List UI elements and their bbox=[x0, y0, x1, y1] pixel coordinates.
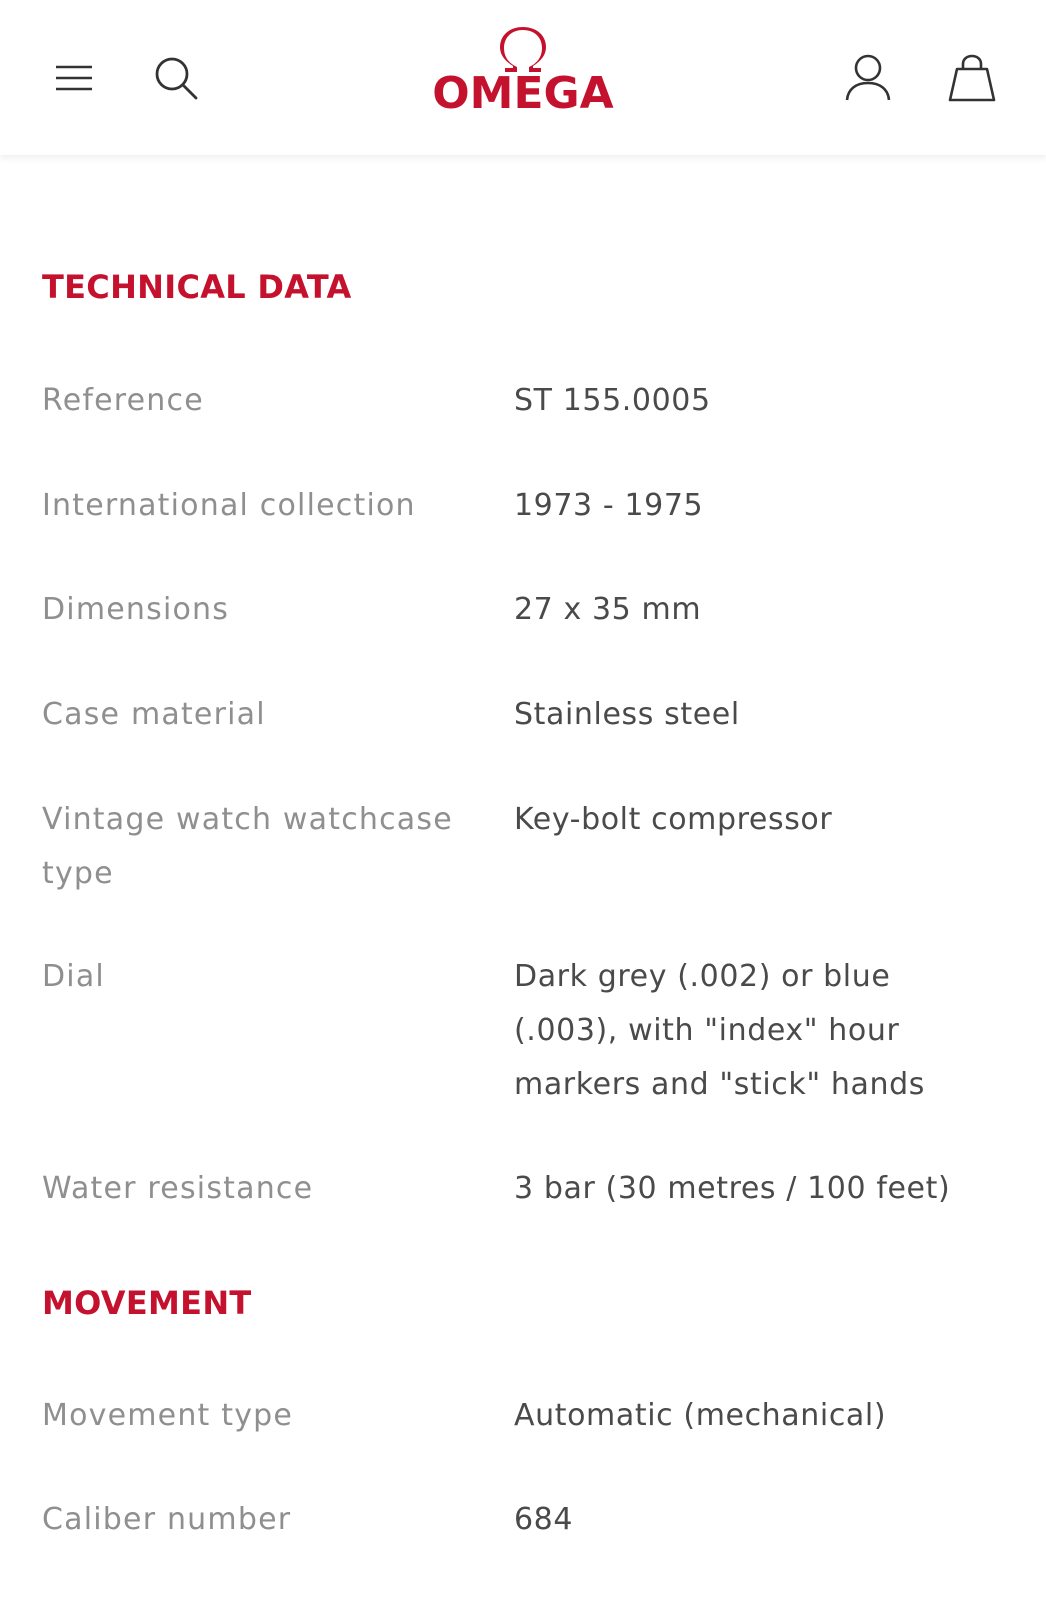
spec-label: Water resistance bbox=[42, 1171, 314, 1206]
omega-logo[interactable] bbox=[423, 26, 623, 130]
spec-value: 1973 - 1975 bbox=[514, 488, 704, 523]
spec-value: ST 155.0005 bbox=[514, 383, 711, 418]
spec-label: Case material bbox=[42, 697, 266, 732]
hamburger-menu-icon bbox=[54, 62, 94, 94]
spec-value: Dark grey (.002) or blue (.003), with "index" hour markers and "stick" hands bbox=[514, 959, 925, 1102]
cart-button[interactable] bbox=[944, 50, 1000, 106]
spec-label: Vintage watch watchcase type bbox=[42, 802, 453, 891]
user-icon bbox=[844, 53, 892, 103]
spec-label: Dial bbox=[42, 959, 105, 994]
spec-label: Movement type bbox=[42, 1398, 294, 1433]
search-button[interactable] bbox=[150, 52, 202, 104]
shopping-bag-icon bbox=[947, 53, 997, 103]
spec-value: Automatic (mechanical) bbox=[514, 1398, 887, 1433]
omega-symbol-icon bbox=[495, 26, 551, 74]
spec-value: Key-bolt compressor bbox=[514, 802, 833, 837]
spec-value: 3 bar (30 metres / 100 feet) bbox=[514, 1171, 951, 1206]
spec-label: International collection bbox=[42, 488, 416, 523]
spec-label: Reference bbox=[42, 383, 204, 418]
site-header bbox=[0, 0, 1046, 155]
spec-value: 27 x 35 mm bbox=[514, 592, 702, 627]
spec-label: Dimensions bbox=[42, 592, 230, 627]
search-icon bbox=[152, 54, 200, 102]
spec-label: Caliber number bbox=[42, 1502, 292, 1537]
technical-data-title: TECHNICAL DATA bbox=[42, 268, 352, 306]
movement-title: MOVEMENT bbox=[42, 1284, 252, 1322]
account-button[interactable] bbox=[840, 50, 896, 106]
spec-value: Stainless steel bbox=[514, 697, 740, 732]
menu-button[interactable] bbox=[48, 52, 100, 104]
spec-value: 684 bbox=[514, 1502, 574, 1537]
logo-text: OMEGA bbox=[432, 68, 614, 119]
